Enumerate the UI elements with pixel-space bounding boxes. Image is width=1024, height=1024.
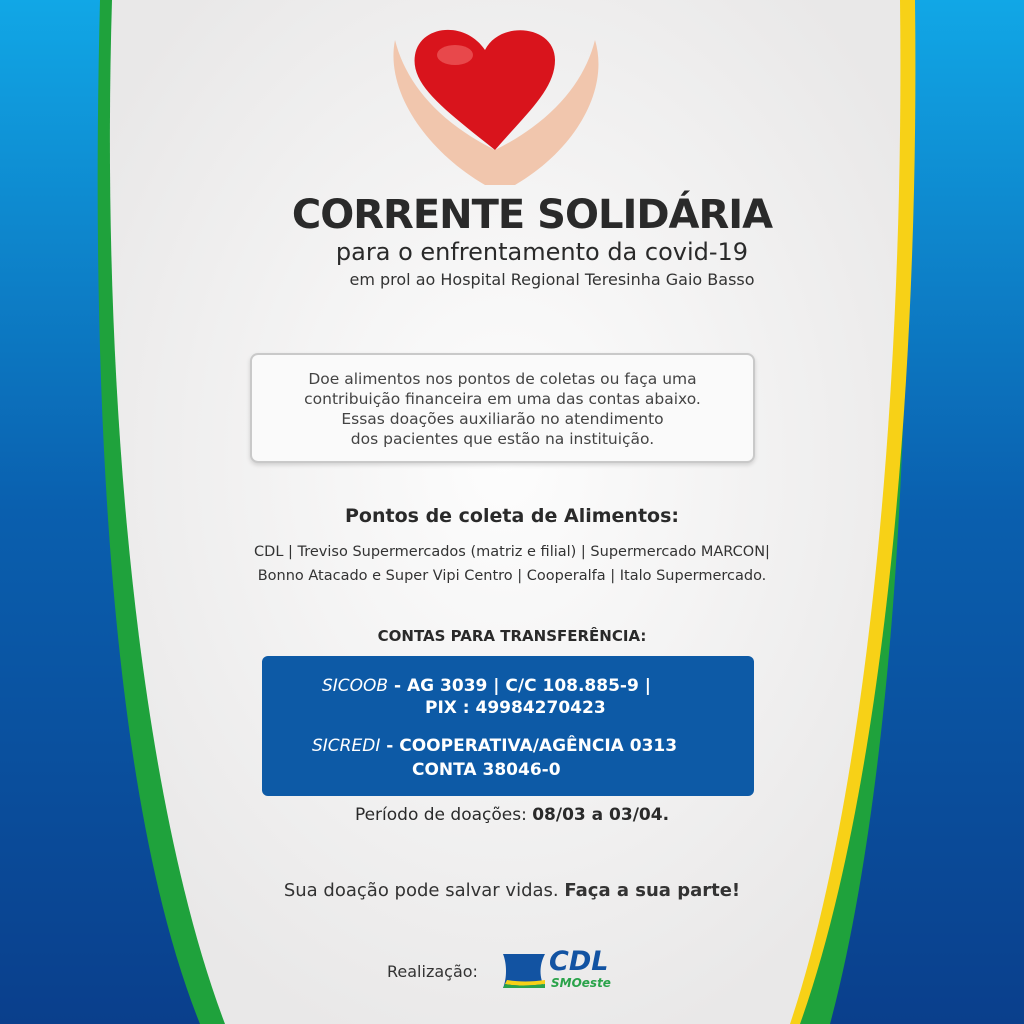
sicoob-line1: AG 3039 | C/C 108.885-9 |: [407, 676, 651, 696]
sicredi-line1: COOPERATIVA/AGÊNCIA 0313: [399, 736, 678, 756]
logo-main: CDL: [549, 946, 609, 977]
sicredi-bank: SICREDI: [312, 736, 381, 756]
beneficiary: em prol ao Hospital Regional Teresinha Gaio Basso: [349, 270, 755, 289]
sicoob-bank: SICOOB: [322, 676, 389, 696]
call-to-action: [0, 880, 1024, 901]
subtitle: para o enfrentamento da covid-19: [335, 238, 749, 266]
cta-text: Sua doação pode salvar vidas.: [283, 880, 559, 901]
info-line: Doe alimentos nos pontos de coletas ou faça uma: [308, 370, 697, 388]
collection-points: [0, 540, 1024, 588]
donation-period: [0, 805, 1024, 825]
info-box: [250, 353, 755, 463]
collection-line: Bonno Atacado e Super Vipi Centro | Cooperalfa | Italo Supermercado.: [257, 568, 767, 584]
cta-emphasis: Faça a sua parte!: [564, 880, 741, 901]
collection-heading: Pontos de coleta de Alimentos:: [345, 505, 679, 527]
sicoob-pix: PIX : 49984270423: [425, 698, 606, 718]
info-line: dos pacientes que estão na instituição.: [350, 430, 655, 448]
page-title: CORRENTE SOLIDÁRIA: [291, 192, 773, 238]
period-value: 08/03 a 03/04.: [532, 805, 670, 825]
accounts-heading: CONTAS PARA TRANSFERÊNCIA:: [377, 627, 647, 645]
cdl-logo-icon: [499, 950, 547, 990]
sicredi-account: CONTA 38046-0: [412, 760, 561, 780]
period-label: Período de doações:: [354, 805, 527, 825]
info-line: contribuição financeira em uma das contas abaixo.: [304, 390, 701, 408]
info-line: Essas doações auxiliarão no atendimento: [341, 410, 664, 428]
accounts-panel: SICOOB - AG 3039 | C/C 108.885-9 | PIX : 49984270423 SICREDI - COOPERATIVA/AGÊNCIA 0313 CONTA 38046-0: [262, 656, 754, 796]
collection-line: CDL | Treviso Supermercados (matriz e filial) | Supermercado MARCON|: [254, 544, 770, 560]
heart-in-hands-image: [385, 0, 605, 190]
logo-sub: SMOeste: [551, 976, 611, 990]
footer-label: Realização:: [387, 962, 478, 981]
